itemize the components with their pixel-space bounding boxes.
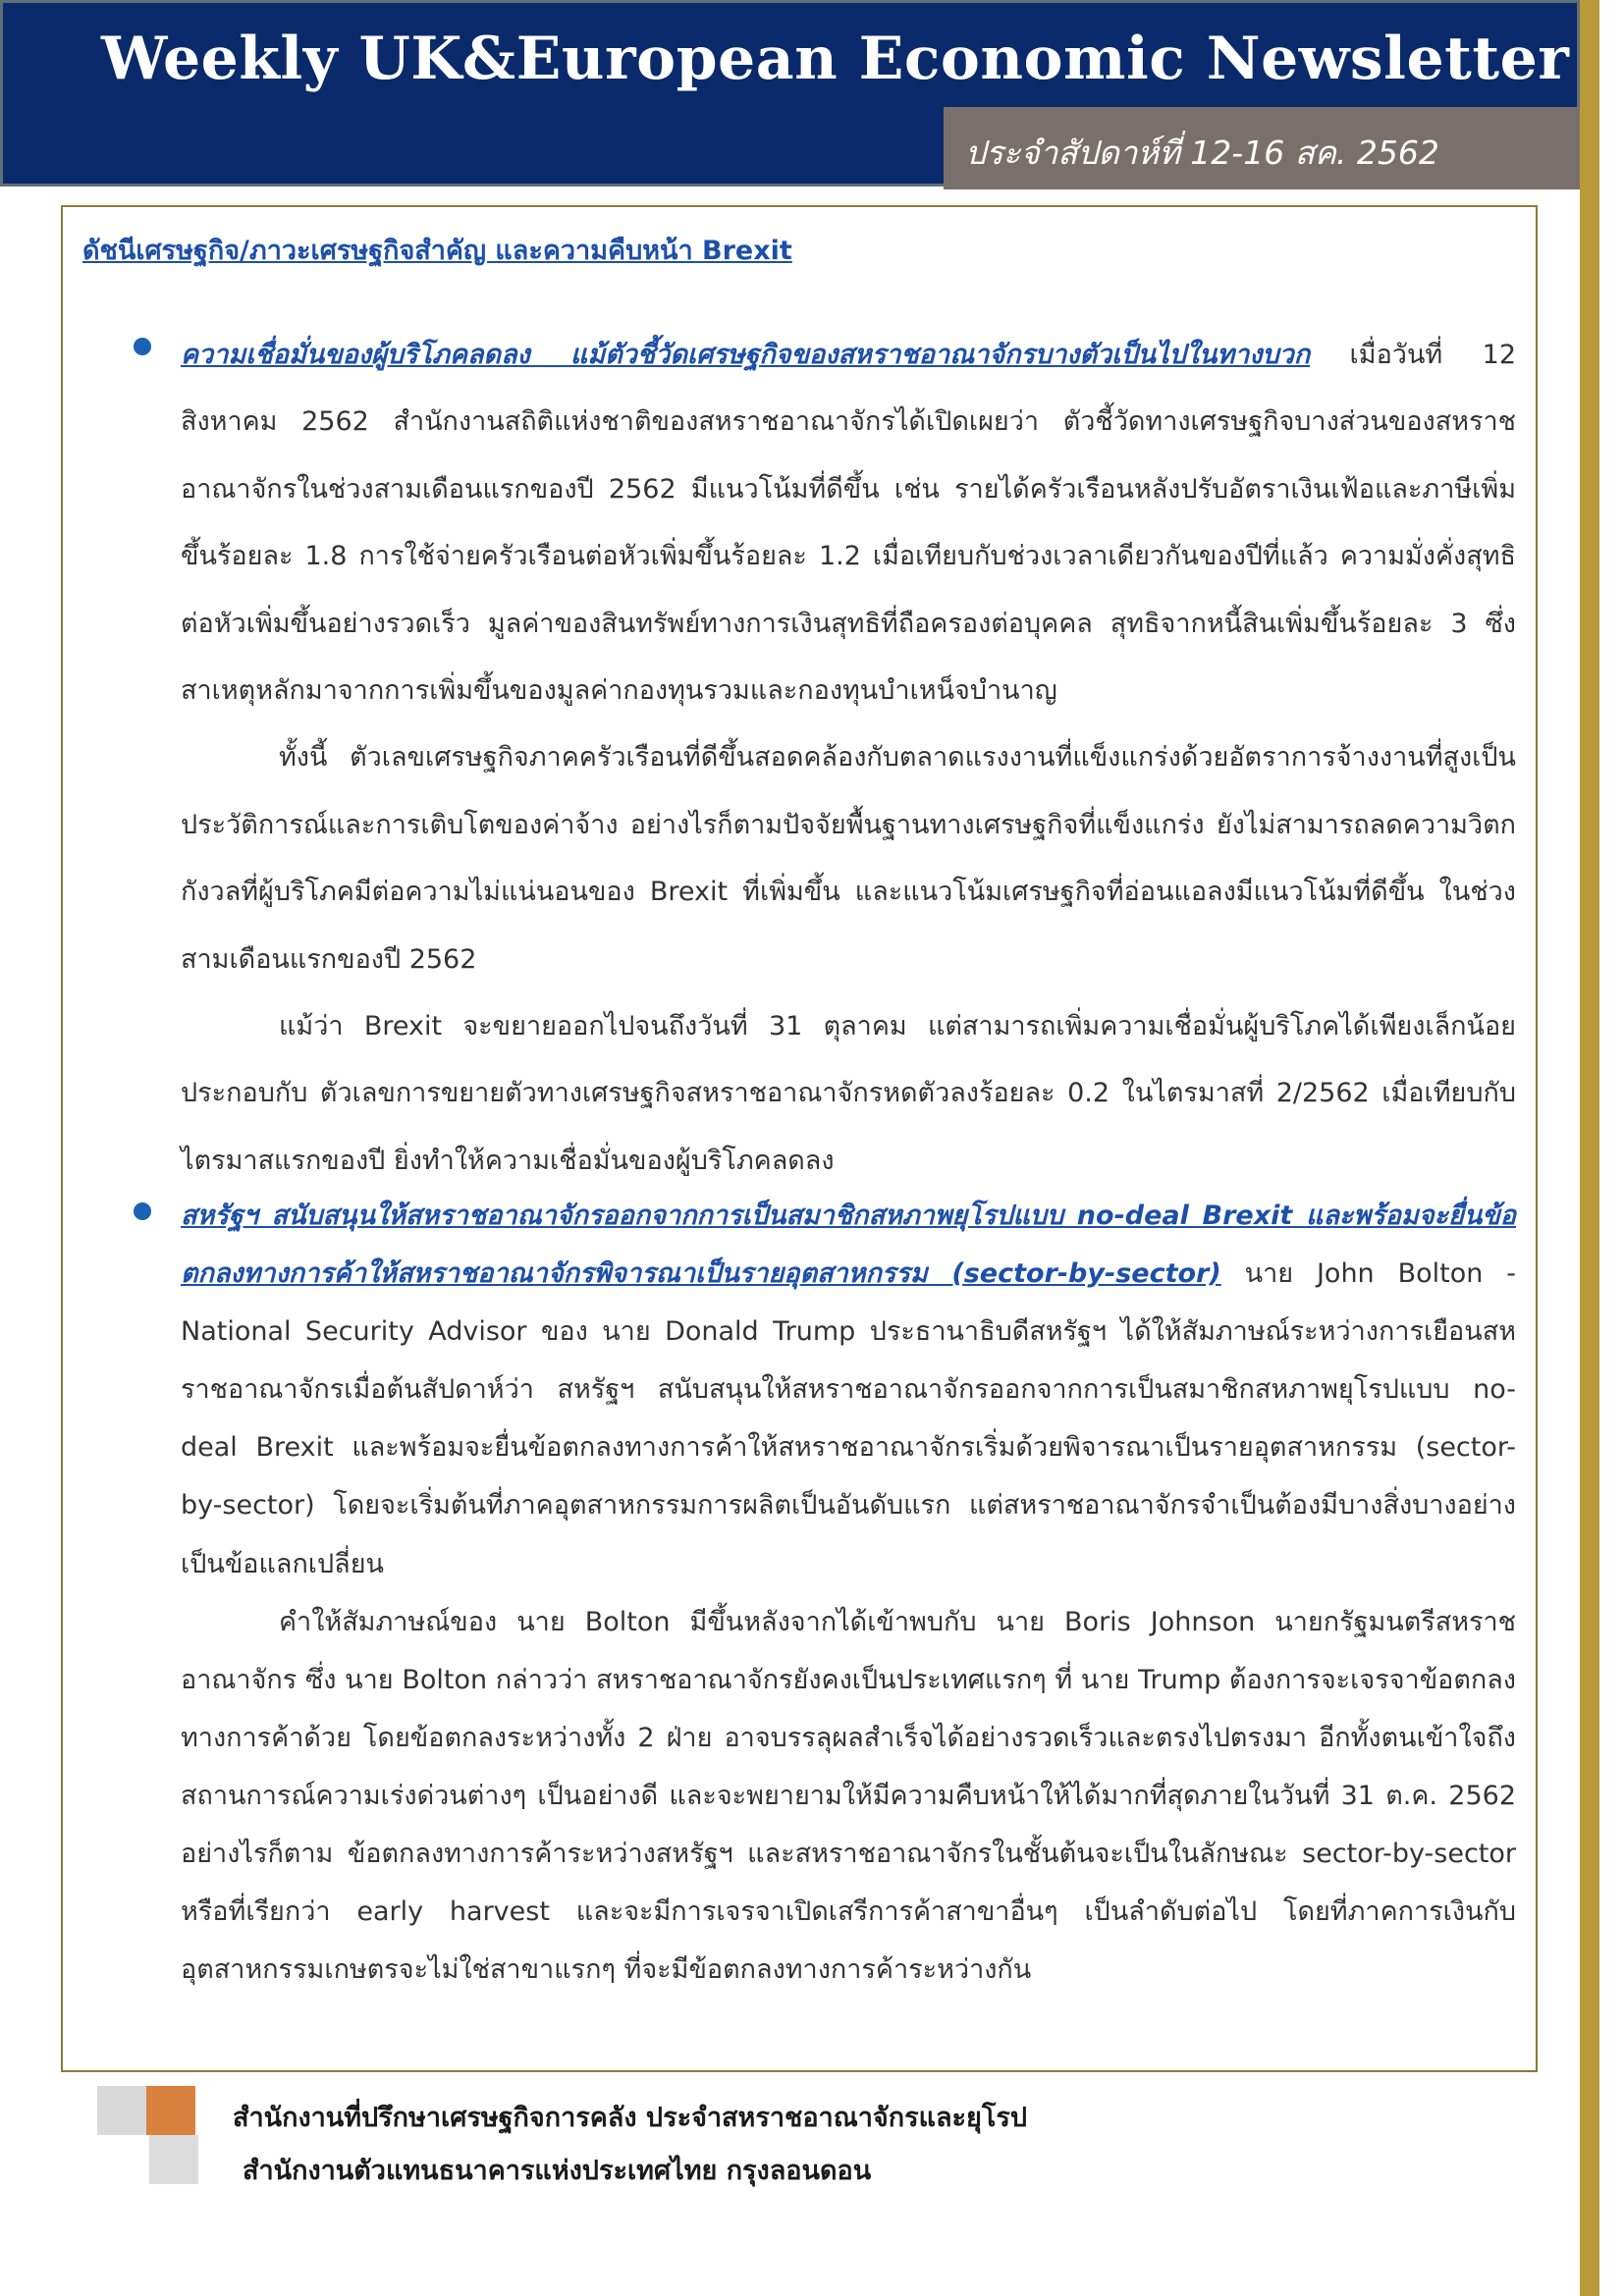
bullet-dot-icon <box>134 1202 151 1220</box>
decorative-square <box>146 2086 195 2135</box>
news-lead-text: นาย John Bolton - National Security Advisor ของ นาย Donald Trump ประธานาธิบดีสหรัฐฯ ได้ให้สัมภาษณ์ระหว่างการเยือนสหราชอาณาจักรเมื่อต้นสัปดาห์ว่า สหรัฐฯ สนับสนุนให้สหราชอาณาจักรออกจากการเป็นสมาชิกสหภาพยุโรปแบบ no-deal Brexit และพร้อมจะยื่นข้อตกลงทางการค้าให้สหราชอาณาจักรเริ่มด้วยพิจารณาเป็นรายอุตสาหกรรม (sector-by-sector) โดยจะเริ่มต้นที่ภาคอุตสาหกรรมการผลิตเป็นอันดับแรก แต่สหราชอาณาจักรจำเป็นต้องมีบางสิ่งบางอย่างเป็นข้อแลกเปลี่ยน <box>181 1258 1516 1579</box>
news-paragraph: คำให้สัมภาษณ์ของ นาย Bolton มีขึ้นหลังจากได้เข้าพบกับ นาย Boris Johnson นายกรัฐมนตรีสหราชอาณาจักร ซึ่ง นาย Bolton กล่าวว่า สหราชอาณาจักรยังคงเป็นประเทศแรกๆ ที่ นาย Trump ต้องการจะเจรจาข้อตกลงทางการค้าด้วย โดยข้อตกลงระหว่างทั้ง 2 ฝ่าย อาจบรรลุผลสำเร็จได้อย่างรวดเร็วและตรงไปตรงมา อีกทั้งตนเข้าใจถึงสถานการณ์ความเร่งด่วนต่างๆ เป็นอย่างดี และจะพยายามให้มีความคืบหน้าให้ได้มากที่สุดภายในวันที่ 31 ต.ค. 2562 อย่างไรก็ตาม ข้อตกลงทางการค้าระหว่างสหรัฐฯ และสหราชอาณาจักรในชั้นต้นจะเป็นในลักษณะ sector-by-sector หรือที่เรียกว่า early harvest และจะมีการเจรจาเปิดเสรีการค้าสาขาอื่นๆ เป็นลำดับต่อไป โดยที่ภาคการเงินกับอุตสาหกรรมเกษตรจะไม่ใช่สาขาแรกๆ ที่จะมีข้อตกลงทางการค้าระหว่างกัน <box>181 1606 1516 1986</box>
news-item-consumer-confidence <box>181 322 1516 1195</box>
news-headline: สหรัฐฯ สนับสนุนให้สหราชอาณาจักรออกจากการเป็นสมาชิกสหภาพยุโรปแบบ no-deal Brexit และพร้อมจะยื่นข้อตกลงทางการค้าให้สหราชอาณาจักรพิจารณาเป็นรายอุตสาหกรรม (sector-by-sector) <box>181 1201 1516 1290</box>
newsletter-title: Weekly UK&European Economic Newsletter <box>101 25 1570 93</box>
office-name-2: สำนักงานตัวแทนธนาคารแห่งประเทศไทย กรุงลอนดอน <box>243 2156 872 2186</box>
decorative-square <box>97 2086 146 2135</box>
news-paragraph <box>181 1187 1516 1593</box>
header-banner <box>0 0 1580 187</box>
date-band <box>944 107 1583 189</box>
section-title: ดัชนีเศรษฐกิจ/ภาวะเศรษฐกิจสำคัญ และความคืบหน้า Brexit <box>82 236 792 266</box>
news-item-us-trade-deal <box>181 1187 1516 1999</box>
news-paragraph <box>181 322 1516 724</box>
news-paragraph: ทั้งนี้ ตัวเลขเศรษฐกิจภาคครัวเรือนที่ดีขึ้นสอดคล้องกับตลาดแรงงานที่แข็งแกร่งด้วยอัตราการจ้างงานที่สูงเป็นประวัติการณ์และการเติบโตของค่าจ้าง อย่างไรก็ตามปัจจัยพื้นฐานทางเศรษฐกิจที่แข็งแกร่ง ยังไม่สามารถลดความวิตกกังวลที่ผู้บริโภคมีต่อความไม่แน่นอนของ Brexit ที่เพิ่มขึ้น และแนวโน้มเศรษฐกิจที่อ่อนแอลงมีแนวโน้มที่ดีขึ้น ในช่วงสามเดือนแรกของปี 2562 <box>181 742 1516 975</box>
news-headline: ความเชื่อมั่นของผู้บริโภคลดลง แม้ตัวชี้วัดเศรษฐกิจของสหราชอาณาจักรบางตัวเป็นไปในทางบวก <box>181 340 1311 370</box>
office-name-1: สำนักงานที่ปรึกษาเศรษฐกิจการคลัง ประจำสหราชอาณาจักรและยุโรป <box>233 2103 1027 2133</box>
bullet-dot-icon <box>134 338 151 355</box>
gold-side-bar <box>1580 0 1599 2296</box>
content-box <box>61 205 1538 2072</box>
news-lead-text: เมื่อวันที่ 12 สิงหาคม 2562 สำนักงานสถิติแห่งชาติของสหราชอาณาจักรได้เปิดเผยว่า ตัวชี้วัดทางเศรษฐกิจบางส่วนของสหราชอาณาจักรในช่วงสามเดือนแรกของปี 2562 มีแนวโน้มที่ดีขึ้น เช่น รายได้ครัวเรือนหลังปรับอัตราเงินเฟ้อและภาษีเพิ่มขึ้นร้อยละ 1.8 การใช้จ่ายครัวเรือนต่อหัวเพิ่มขึ้นร้อยละ 1.2 เมื่อเทียบกับช่วงเวลาเดียวกันของปีที่แล้ว ความมั่งคั่งสุทธิต่อหัวเพิ่มขึ้นอย่างรวดเร็ว มูลค่าของสินทรัพย์ทางการเงินสุทธิที่ถือครองต่อบุคคล สุทธิจากหนี้สินเพิ่มขึ้นร้อยละ 3 ซึ่งสาเหตุหลักมาจากการเพิ่มขึ้นของมูลค่ากองทุนรวมและกองทุนบำเหน็จบำนาญ <box>181 340 1516 707</box>
news-paragraph: แม้ว่า Brexit จะขยายออกไปจนถึงวันที่ 31 ตุลาคม แต่สามารถเพิ่มความเชื่อมั่นผู้บริโภคได้เพียงเล็กน้อย ประกอบกับ ตัวเลขการขยายตัวทางเศรษฐกิจสหราชอาณาจักรหดตัวลงร้อยละ 0.2 ในไตรมาสที่ 2/2562 เมื่อเทียบกับไตรมาสแรกของปี ยิ่งทำให้ความเชื่อมั่นของผู้บริโภคลดลง <box>181 1011 1516 1176</box>
issue-date: ประจำสัปดาห์ที่ 12-16 สค. 2562 <box>965 133 1439 172</box>
decorative-square <box>149 2135 198 2184</box>
footer <box>0 2086 1580 2296</box>
